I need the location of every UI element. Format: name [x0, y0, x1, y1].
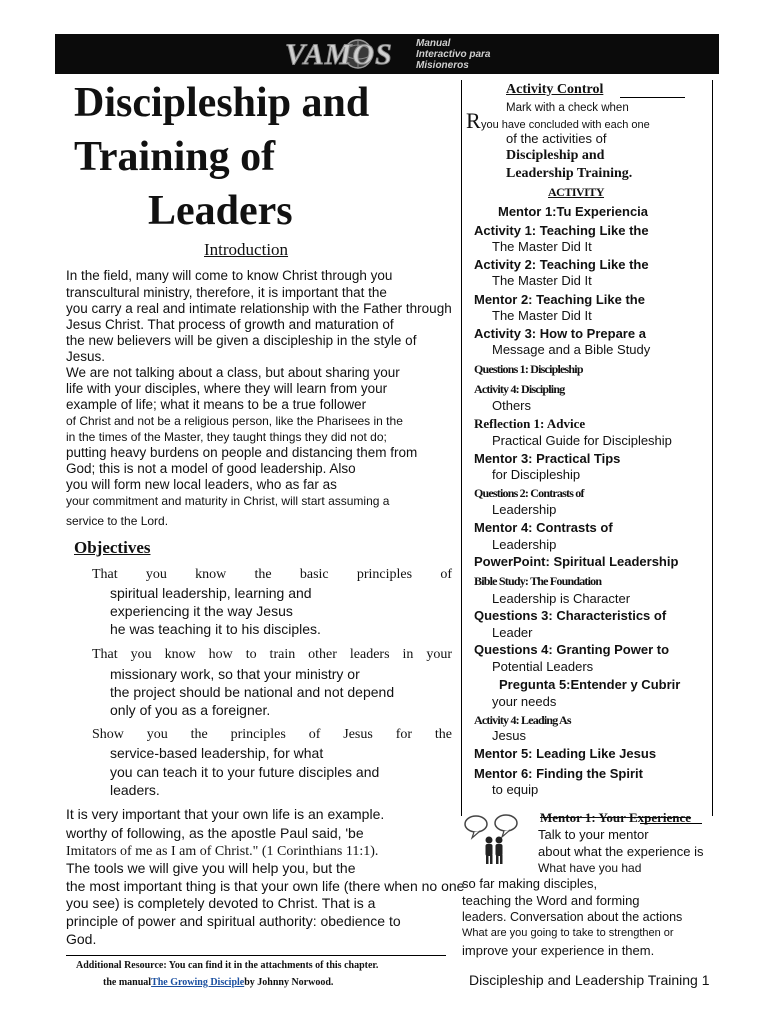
activity-item-subline: Leadership	[492, 537, 557, 552]
activity-item[interactable]: Questions 2: Contrasts of	[474, 486, 584, 500]
activity-item-subline: Leader	[492, 625, 533, 640]
activity-item-subline: for Discipleship	[492, 467, 581, 482]
activity-item-subline: Leadership is Character	[492, 591, 631, 606]
activity-control-heading: Activity Control	[506, 82, 604, 97]
mentor-line: improve your experience in them.	[462, 943, 655, 958]
intro-line: putting heavy burdens on people and distancing them from	[66, 445, 418, 460]
objective-line: you can teach it to your future disciples and	[110, 764, 380, 780]
activity-item-subline: Jesus	[492, 728, 526, 743]
activity-item-subline: Practical Guide for Discipleship	[492, 433, 672, 448]
objective-line: experiencing it the way Jesus	[110, 603, 293, 619]
activity-item[interactable]: Questions 1: Discipleship	[474, 362, 583, 376]
mentor-line: What are you going to take to strengthen or	[462, 927, 674, 939]
closing-line: you see) is completely devoted to Christ. That is a	[66, 895, 376, 911]
intro-line: In the field, many will come to know Christ through you	[66, 268, 393, 283]
mentor-line: leaders. Conversation about the actions	[462, 910, 683, 924]
page-title-line-3: Leaders	[148, 188, 293, 234]
activity-item[interactable]: Activity 4: Discipling	[474, 382, 565, 396]
divider	[66, 955, 446, 956]
intro-line: life with your disciples, where they will learn from your	[66, 381, 388, 396]
page-title-line-2: Training of	[74, 134, 276, 180]
intro-line: transcultural ministry, therefore, it is important that the	[66, 285, 387, 300]
activity-item-subline: your needs	[492, 694, 557, 709]
closing-line: God.	[66, 931, 97, 947]
activity-item[interactable]: Activity 4: Leading As	[474, 713, 571, 727]
tagline-line: Interactivo para	[416, 49, 491, 60]
objective-line: only of you as a foreigner.	[110, 702, 271, 718]
objective-line: Show you the principles of Jesus for the	[92, 727, 452, 742]
intro-line: your commitment and maturity in Christ, will start assuming a	[66, 494, 390, 508]
logo-text: VAMOS	[285, 38, 393, 71]
objective-line: spiritual leadership, learning and	[110, 585, 312, 601]
manual-link[interactable]: The Growing Disciple	[151, 977, 245, 988]
objective-line: he was teaching it to his disciples.	[110, 621, 321, 637]
activity-item[interactable]: Mentor 5: Leading Like Jesus	[474, 746, 657, 761]
activity-item[interactable]: Mentor 1:Tu Experiencia	[498, 204, 649, 219]
intro-line: We are not talking about a class, but about sharing your	[66, 365, 400, 380]
intro-line: you carry a real and intimate relationship with the Father through	[66, 301, 452, 316]
people-talking-icon	[462, 814, 530, 866]
mentor-line: teaching the Word and forming	[462, 893, 640, 908]
mentor-line: Talk to your mentor	[538, 827, 649, 842]
intro-line: example of life; what it means to be a true follower	[66, 397, 367, 412]
activity-item[interactable]: Pregunta 5:Entender y Cubrir	[499, 677, 681, 692]
activity-item-subline: to equip	[492, 782, 539, 797]
closing-line: worthy of following, as the apostle Paul said, 'be	[66, 825, 364, 841]
activity-intro-line: Leadership Training.	[506, 166, 633, 181]
manual-suffix: by Johnny Norwood.	[244, 977, 334, 988]
activity-item[interactable]: Activity 3: How to Prepare a	[474, 326, 646, 341]
manual-prefix: the manual	[103, 977, 152, 988]
closing-line: principle of power and spiritual authority: obedience to	[66, 913, 401, 929]
intro-line: God; this is not a model of good leadership. Also	[66, 461, 356, 476]
intro-line: the new believers will be given a discipleship in the style of	[66, 333, 417, 348]
activity-intro-line: Discipleship and	[506, 148, 605, 163]
activity-intro-line: you have concluded with each one	[481, 119, 650, 131]
activity-item[interactable]: Mentor 2: Teaching Like the	[474, 292, 645, 307]
additional-resource-note: Additional Resource: You can find it in the attachments of this chapter.	[76, 960, 379, 971]
intro-line: in the times of the Master, they taught things they did not do;	[66, 430, 387, 444]
heading-underline	[640, 823, 702, 824]
activity-item-subline: Others	[492, 398, 532, 413]
activity-subheading: ACTIVITY	[548, 185, 605, 199]
activity-item[interactable]: Activity 1: Teaching Like the	[474, 223, 649, 238]
closing-line: Imitators of me as I am of Christ." (1 Corinthians 11:1).	[66, 844, 379, 859]
activity-item-subline: The Master Did It	[492, 273, 592, 288]
objectives-heading: Objectives	[74, 538, 151, 557]
activity-item[interactable]: Questions 4: Granting Power to	[474, 642, 670, 657]
activity-intro-line: Mark with a check when	[506, 102, 629, 114]
intro-line: you will form new local leaders, who as far as	[66, 477, 337, 492]
activity-item[interactable]: Mentor 4: Contrasts of	[474, 520, 613, 535]
activity-item[interactable]: Reflection 1: Advice	[474, 416, 586, 431]
heading-underline	[620, 97, 685, 98]
page-title-line-1: Discipleship and	[74, 80, 370, 126]
activity-item[interactable]: Mentor 6: Finding the Spirit	[474, 766, 643, 781]
objective-line: That you know how to train other leaders in your	[92, 647, 452, 662]
activity-item[interactable]: Bible Study: The Foundation	[474, 574, 602, 588]
objective-line: service-based leadership, for what	[110, 745, 324, 761]
activity-item-subline: The Master Did It	[492, 239, 592, 254]
activity-item[interactable]: Activity 2: Teaching Like the	[474, 257, 649, 272]
mentor-line: so far making disciples,	[462, 876, 598, 891]
intro-line: service to the Lord.	[66, 514, 169, 528]
activity-item-subline: Potential Leaders	[492, 659, 594, 674]
objective-line: the project should be national and not depend	[110, 684, 395, 700]
mentor-line: about what the experience is	[538, 844, 704, 859]
activity-item[interactable]: Questions 3: Characteristics of	[474, 608, 667, 623]
objective-line: leaders.	[110, 782, 160, 798]
intro-line: Jesus.	[66, 349, 106, 364]
page-footer: Discipleship and Leadership Training 1	[469, 972, 710, 988]
intro-line: of Christ and not be a religious person, like the Pharisees in the	[66, 414, 403, 428]
tagline-line: Manual	[416, 38, 451, 49]
closing-line: The tools we will give you will help you, but the	[66, 860, 356, 876]
closing-line: It is very important that your own life is an example.	[66, 806, 385, 822]
closing-line: the most important thing is that your own life (there when no one	[66, 878, 465, 894]
tagline-line: Misioneros	[416, 60, 469, 71]
manual-reference	[103, 977, 333, 988]
mentor-heading: Mentor 1: Your Experience	[540, 810, 692, 825]
activity-item-subline: Leadership	[492, 502, 557, 517]
introduction-heading: Introduction	[204, 240, 289, 259]
objective-line: That you know the basic principles of	[92, 567, 452, 582]
intro-line: Jesus Christ. That process of growth and maturation of	[66, 317, 394, 332]
objective-line: missionary work, so that your ministry or	[110, 666, 360, 682]
activity-item[interactable]: PowerPoint: Spiritual Leadership	[474, 554, 679, 569]
activity-item[interactable]: Mentor 3: Practical Tips	[474, 451, 621, 466]
header-tagline	[416, 38, 490, 71]
activity-item-subline: The Master Did It	[492, 308, 592, 323]
mentor-line: What have you had	[538, 861, 642, 875]
activity-intro-line: of the activities of	[506, 131, 607, 146]
activity-item-subline: Message and a Bible Study	[492, 342, 651, 357]
check-mark-glyph: R	[466, 108, 481, 133]
